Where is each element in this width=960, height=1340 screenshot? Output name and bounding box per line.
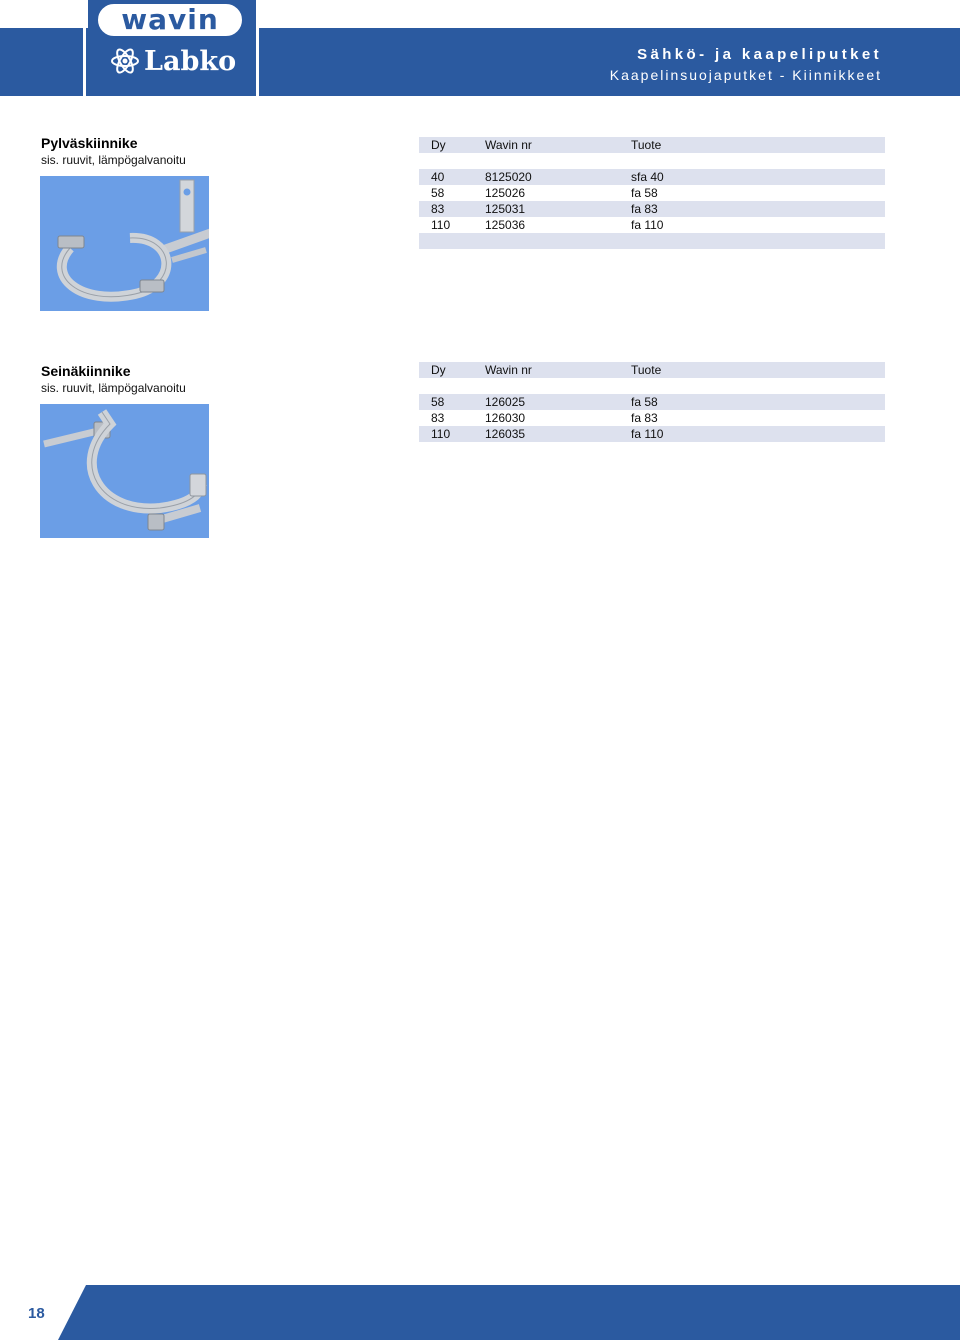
cell-tuote: fa 83 — [631, 411, 658, 425]
product-photo-wall-clamp — [40, 404, 209, 538]
column-header-dy: Dy — [419, 362, 473, 378]
product-heading: Pylväskiinnike — [41, 135, 138, 151]
table-row — [419, 169, 885, 185]
cell-dy: 40 — [419, 169, 473, 185]
product-description: sis. ruuvit, lämpögalvanoitu — [41, 381, 186, 395]
table-row — [419, 394, 885, 410]
header-divider — [83, 28, 86, 96]
spec-table-wall-clamp — [419, 362, 885, 442]
column-header-tuote: Tuote — [619, 137, 885, 153]
table-spacer-row — [419, 153, 885, 169]
cell-dy: 110 — [419, 426, 473, 442]
cell-wavin-nr: 126035 — [473, 426, 619, 442]
cell-dy: 110 — [431, 218, 451, 232]
table-header-row — [419, 362, 885, 378]
table-row — [419, 185, 885, 201]
cell-tuote: fa 58 — [619, 394, 885, 410]
labko-logo-text: Labko — [144, 45, 237, 77]
cell-dy: 58 — [431, 186, 445, 200]
product-description: sis. ruuvit, lämpögalvanoitu — [41, 153, 186, 167]
column-header-dy: Dy — [419, 137, 473, 153]
page-number: 18 — [28, 1305, 45, 1322]
cell-dy: 58 — [419, 394, 473, 410]
wavin-logo-text: wavin — [121, 3, 219, 36]
spec-table-pole-clamp — [419, 137, 885, 249]
product-heading: Seinäkiinnike — [41, 363, 131, 379]
table-spacer-row — [419, 378, 885, 394]
table-header-row — [419, 137, 885, 153]
cell-wavin-nr: 8125020 — [473, 169, 619, 185]
table-row — [419, 217, 885, 233]
footer-band — [0, 1285, 960, 1340]
cell-tuote: fa 110 — [631, 218, 664, 232]
cell-dy: 83 — [419, 201, 473, 217]
table-row — [419, 410, 885, 426]
cell-wavin-nr: 125026 — [485, 186, 526, 200]
header-divider — [256, 28, 259, 96]
cell-wavin-nr: 125036 — [485, 218, 526, 232]
labko-logo — [110, 44, 240, 78]
cell-wavin-nr: 126025 — [473, 394, 619, 410]
page-subtitle: Kaapelinsuojaputket - Kiinnikkeet — [609, 67, 882, 83]
table-row — [419, 201, 885, 217]
product-photo-pole-clamp — [40, 176, 209, 311]
page-title: Sähkö- ja kaapeliputket — [637, 46, 882, 63]
cell-dy: 83 — [431, 411, 445, 425]
cell-tuote: fa 83 — [619, 201, 885, 217]
table-footer-row — [419, 233, 885, 249]
cell-tuote: fa 110 — [619, 426, 885, 442]
cell-tuote: fa 58 — [631, 186, 658, 200]
wavin-logo — [95, 1, 245, 39]
header-title-block — [610, 45, 882, 85]
cell-wavin-nr: 125031 — [473, 201, 619, 217]
column-header-wavin-nr: Wavin nr — [473, 137, 619, 153]
table-row — [419, 426, 885, 442]
atom-icon — [110, 48, 140, 74]
column-header-tuote: Tuote — [619, 362, 885, 378]
cell-wavin-nr: 126030 — [485, 411, 526, 425]
cell-tuote: sfa 40 — [619, 169, 885, 185]
column-header-wavin-nr: Wavin nr — [473, 362, 619, 378]
